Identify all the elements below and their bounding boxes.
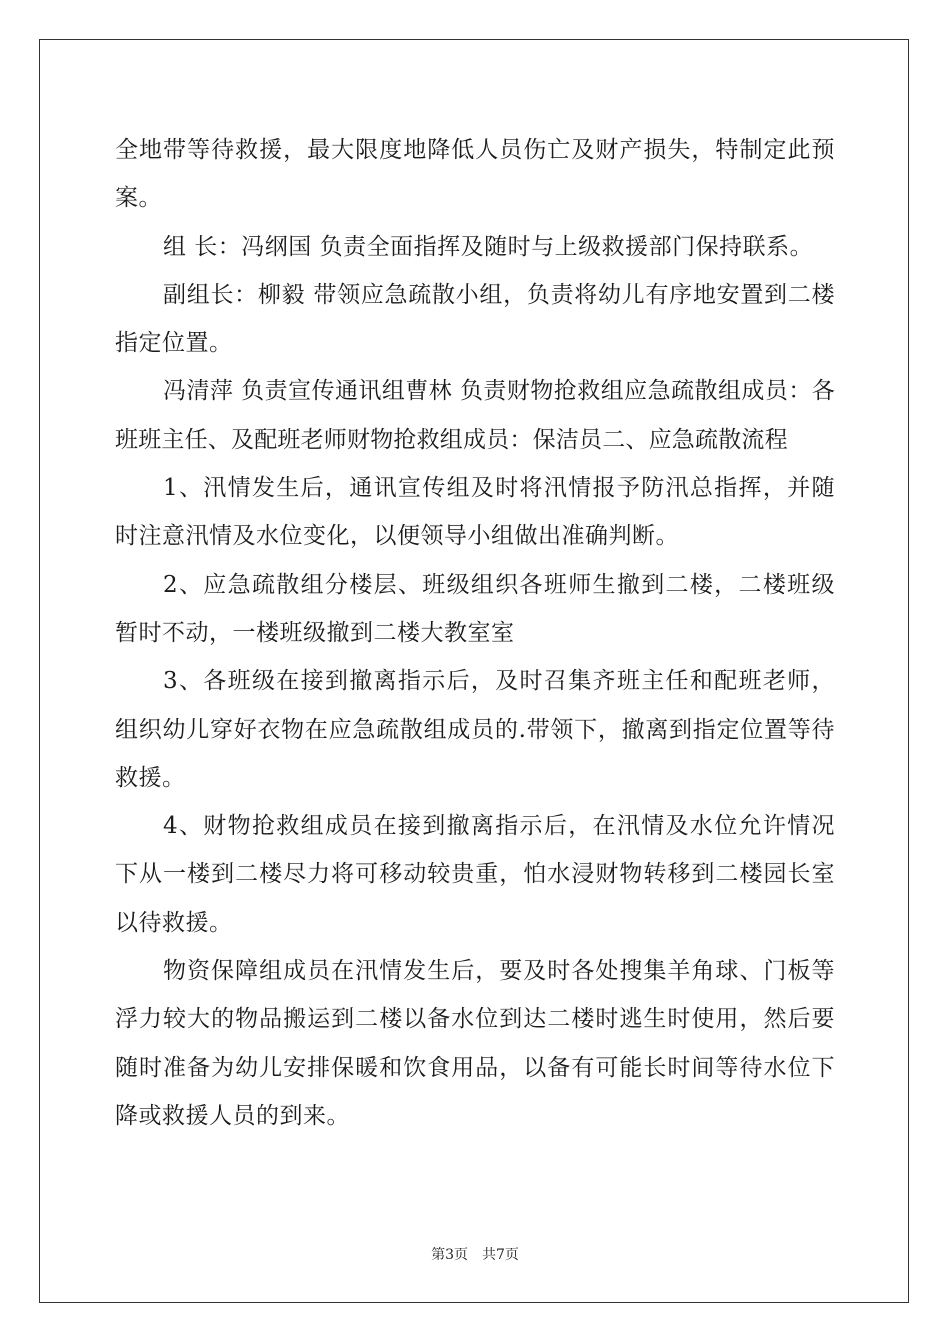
page-footer xyxy=(0,1244,950,1264)
page-number: 第3页 xyxy=(431,1247,468,1263)
paragraph-step-3: 3、各班级在接到撤离指示后，及时召集齐班主任和配班老师，组织幼儿穿好衣物在应急疏散组成员的.带领下，撤离到指定位置等待救援。 xyxy=(115,668,835,791)
paragraph-supplies: 物资保障组成员在汛情发生后，要及时各处搜集羊角球、门板等浮力较大的物品搬运到二楼以备水位到达二楼时逃生时使用，然后要随时准备为幼儿安排保暖和饮食用品，以备有可能长时间等待水位下降或救援人员的到来。 xyxy=(115,958,835,1129)
paragraph-group-members: 冯清萍 负责宣传通讯组曹林 负责财物抢救组应急疏散组成员：各班班主任、及配班老师财物抢救组成员：保洁员二、应急疏散流程 xyxy=(115,378,835,453)
page-total: 共7页 xyxy=(482,1247,519,1263)
paragraph-step-4: 4、财物抢救组成员在接到撤离指示后，在汛情及水位允许情况下从一楼到二楼尽力将可移动较贵重，怕水浸财物转移到二楼园长室以待救援。 xyxy=(115,813,835,936)
paragraph-step-2: 2、应急疏散组分楼层、班级组织各班师生撤到二楼，二楼班级暂时不动，一楼班级撤到二楼大教室室 xyxy=(115,571,835,646)
paragraph-deputy-leader: 副组长：柳毅 带领应急疏散小组，负责将幼儿有序地安置到二楼指定位置。 xyxy=(115,281,835,357)
paragraph-step-1: 1、汛情发生后，通讯宣传组及时将汛情报予防汛总指挥，并随时注意汛情及水位变化，以便领导小组做出准确判断。 xyxy=(115,475,835,550)
document-body xyxy=(115,126,835,1140)
paragraph-leader: 组 长：冯纲国 负责全面指挥及随时与上级救援部门保持联系。 xyxy=(163,233,814,260)
paragraph-intro: 全地带等待救援，最大限度地降低人员伤亡及财产损失，特制定此预案。 xyxy=(115,137,835,212)
